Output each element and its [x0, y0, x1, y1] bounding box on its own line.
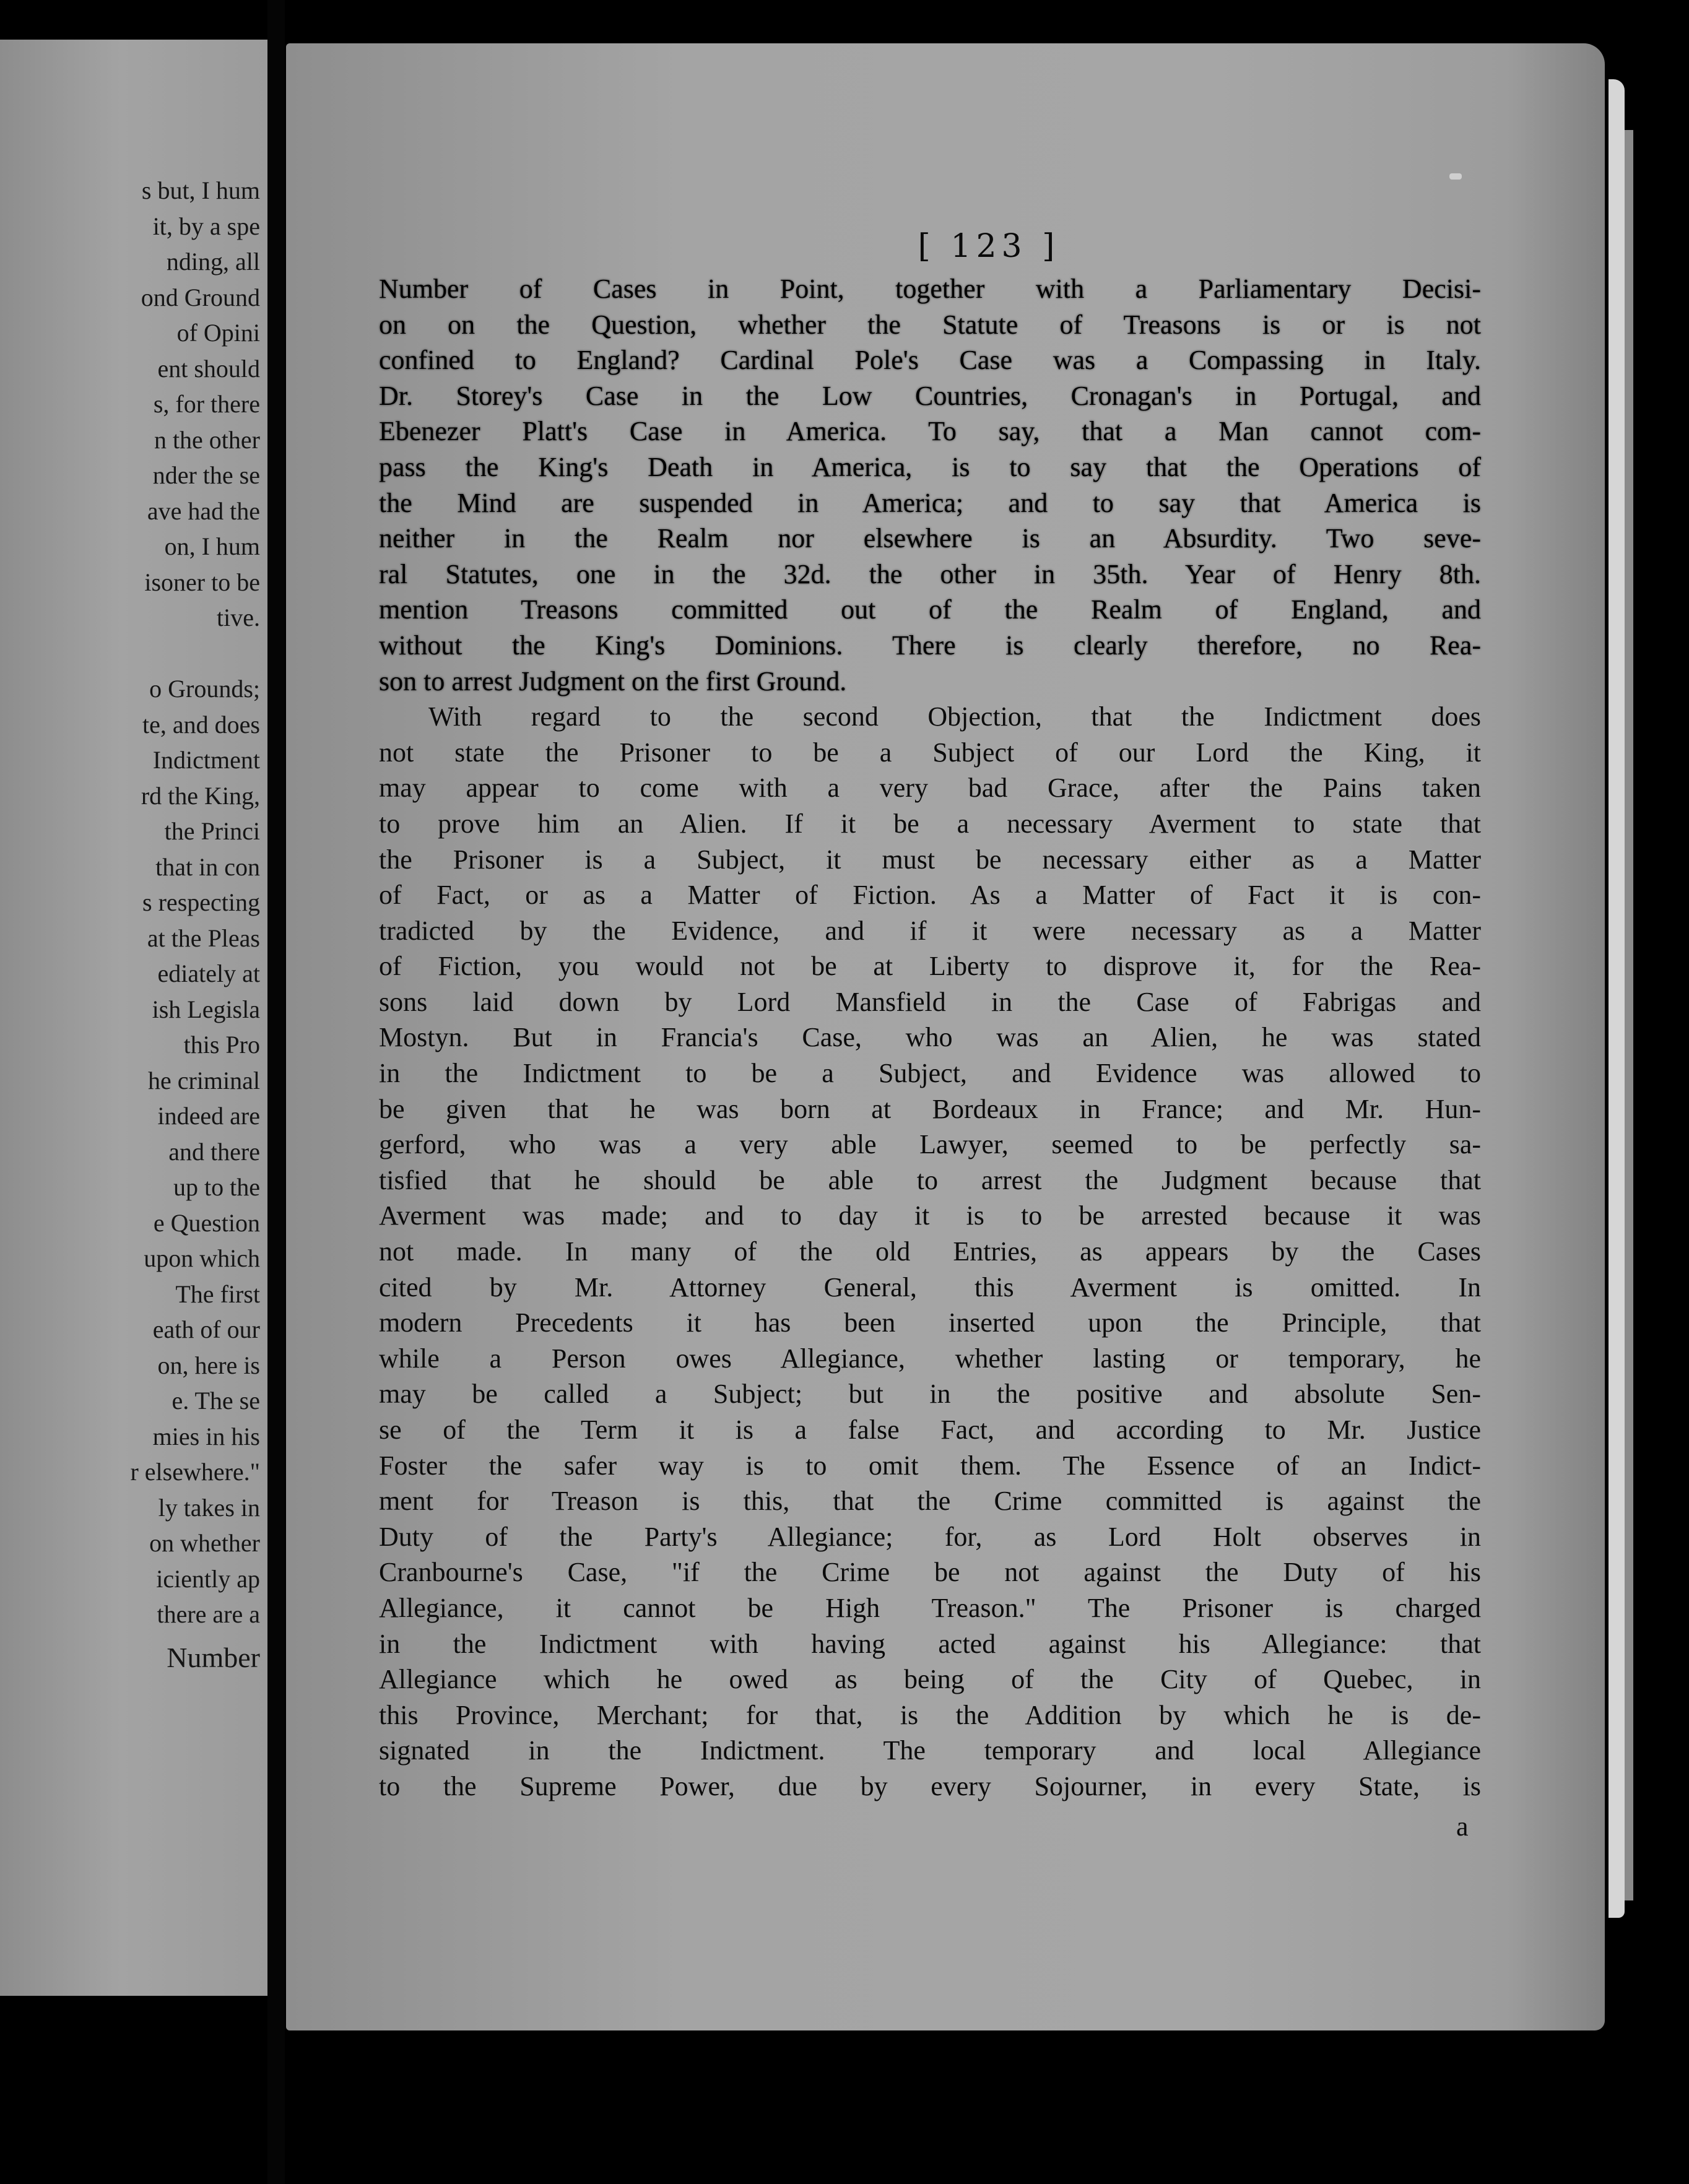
- text-line: With regard to the second Objection, that the Indictment does: [428, 701, 1481, 732]
- previous-page-line: [0, 636, 260, 672]
- previous-page-line: ish Legisla: [152, 995, 260, 1023]
- text-line: may appear to come with a very bad Grace, after the Pains taken: [379, 773, 1481, 804]
- previous-page-line: he criminal: [147, 1066, 260, 1094]
- text-line: Dr. Storey's Case in the Low Countries, Cronagan's in Portugal, and: [379, 380, 1481, 411]
- main-page: [286, 43, 1605, 2030]
- previous-page-line: e. The se: [172, 1387, 260, 1415]
- page-edge: [1609, 79, 1625, 1918]
- text-line: to the Supreme Power, due by every Sojourner, in every State, is: [379, 1770, 1481, 1801]
- text-line: the Mind are suspended in America; and to say that America is: [379, 487, 1481, 518]
- text-line: cited by Mr. Attorney General, this Averment is omitted. In: [379, 1272, 1481, 1302]
- previous-page-line: there are a: [157, 1600, 260, 1628]
- previous-page-line: te, and does: [142, 710, 260, 739]
- previous-page-catchword: Number: [167, 1641, 260, 1673]
- text-line: son to arrest Judgment on the first Ground.: [379, 665, 847, 696]
- previous-page-line: nder the se: [152, 461, 260, 489]
- previous-page-line: ave had the: [147, 496, 260, 525]
- previous-page-line: and there: [168, 1137, 260, 1166]
- previous-page-line: s, for there: [153, 390, 260, 418]
- book-gutter: [267, 0, 285, 2184]
- previous-page-line: ond Ground: [141, 283, 260, 311]
- text-line: on on the Question, whether the Statute of Treasons is or is not: [379, 309, 1481, 340]
- text-line: modern Precedents it has been inserted upon the Principle, that: [379, 1307, 1481, 1338]
- text-line: pass the King's Death in America, is to say that the Operations of: [379, 451, 1481, 482]
- text-line: Ebenezer Platt's Case in America. To say, that a Man cannot com-: [379, 416, 1481, 447]
- previous-page-line: nding, all: [166, 248, 260, 275]
- previous-page-line: The first: [175, 1280, 260, 1308]
- text-line: Averment was made; and to day it is to be arrested because it was: [379, 1200, 1481, 1231]
- text-line: ral Statutes, one in the 32d. the other in 35th. Year of Henry 8th.: [379, 558, 1481, 589]
- previous-page-line: on, I hum: [164, 532, 260, 560]
- text-line: the Prisoner is a Subject, it must be necessary either as a Matter: [379, 844, 1481, 875]
- text-line: gerford, who was a very able Lawyer, seemed to be perfectly sa-: [379, 1129, 1481, 1160]
- margin-mark: [1449, 173, 1462, 180]
- previous-page-line: n the other: [154, 425, 260, 454]
- page-number: [ 123 ]: [918, 228, 1060, 265]
- previous-page-line: ediately at: [157, 960, 260, 987]
- text-line: of Fiction, you would not be at Liberty to disprove it, for the Rea-: [379, 951, 1481, 982]
- previous-page-line: e Question: [153, 1208, 260, 1237]
- previous-page-line: upon which: [144, 1244, 260, 1272]
- previous-page-line: this Pro: [183, 1031, 260, 1059]
- previous-page-line: of Opini: [176, 319, 260, 347]
- text-line: tisfied that he should be able to arrest the Judgment because that: [379, 1164, 1481, 1195]
- previous-page-line: eath of our: [152, 1315, 260, 1343]
- text-line: neither in the Realm nor elsewhere is an Absurdity. Two seve-: [379, 523, 1481, 554]
- text-line: confined to England? Cardinal Pole's Case was a Compassing in Italy.: [379, 345, 1481, 376]
- previous-page-line: it, by a spe: [152, 212, 260, 240]
- page-edge-shadow: [1625, 130, 1633, 1900]
- previous-page-line: Indictment: [152, 746, 260, 774]
- text-line: while a Person owes Allegiance, whether lasting or temporary, he: [379, 1343, 1481, 1374]
- previous-page-line: mies in his: [152, 1422, 260, 1450]
- previous-page-line: o Grounds;: [149, 675, 260, 703]
- text-line: without the King's Dominions. There is clearly therefore, no Rea-: [379, 630, 1481, 661]
- previous-page-line: that in con: [155, 852, 260, 881]
- body-text: [379, 271, 1481, 1805]
- text-line: in the Indictment to be a Subject, and Evidence was allowed to: [379, 1058, 1481, 1089]
- previous-page-line: on, here is: [157, 1351, 260, 1379]
- previous-page-line: s but, I hum: [141, 176, 260, 204]
- text-line: signated in the Indictment. The temporary and local Allegiance: [379, 1735, 1481, 1766]
- text-line: in the Indictment with having acted against his Allegiance: that: [379, 1628, 1481, 1659]
- previous-page-line: at the Pleas: [147, 924, 260, 952]
- text-line: Duty of the Party's Allegiance; for, as Lord Holt observes in: [379, 1521, 1481, 1552]
- previous-page-line: ent should: [157, 354, 260, 383]
- text-line: ment for Treason is this, that the Crime committed is against the: [379, 1486, 1481, 1517]
- previous-page-line: rd the King,: [141, 781, 260, 810]
- text-line: Mostyn. But in Francia's Case, who was an Alien, he was stated: [379, 1022, 1481, 1053]
- previous-page-line: the Princi: [164, 817, 260, 845]
- previous-page-line: tive.: [217, 604, 260, 631]
- previous-page-line: r elsewhere.": [130, 1458, 260, 1486]
- text-line: may be called a Subject; but in the positive and absolute Sen-: [379, 1379, 1481, 1410]
- previous-page-line: iciently ap: [156, 1564, 260, 1593]
- text-line: to prove him an Alien. If it be a necessary Averment to state that: [379, 808, 1481, 839]
- catchword: a: [1456, 1811, 1469, 1842]
- previous-page-line: up to the: [173, 1173, 260, 1201]
- previous-page-fragment: [0, 40, 267, 1996]
- text-line: se of the Term it is a false Fact, and according to Mr. Justice: [379, 1415, 1481, 1445]
- text-line: Allegiance, it cannot be High Treason." The Prisoner is charged: [379, 1592, 1481, 1623]
- text-line: Number of Cases in Point, together with a Parliamentary Decisi-: [379, 274, 1481, 304]
- text-line: this Province, Merchant; for that, is the Addition by which he is de-: [379, 1699, 1481, 1730]
- previous-page-text: [0, 173, 260, 1675]
- text-line: be given that he was born at Bordeaux in France; and Mr. Hun-: [379, 1093, 1481, 1124]
- text-line: Foster the safer way is to omit them. The Essence of an Indict-: [379, 1450, 1481, 1481]
- text-line: Cranbourne's Case, "if the Crime be not against the Duty of his: [379, 1557, 1481, 1588]
- text-line: mention Treasons committed out of the Realm of England, and: [379, 594, 1481, 625]
- previous-page-line: ly takes in: [158, 1493, 260, 1522]
- text-line: tradicted by the Evidence, and if it were necessary as a Matter: [379, 915, 1481, 946]
- previous-page-line: on whether: [149, 1529, 260, 1557]
- text-line: not made. In many of the old Entries, as appears by the Cases: [379, 1236, 1481, 1267]
- previous-page-line: isoner to be: [144, 568, 260, 596]
- text-line: not state the Prisoner to be a Subject of our Lord the King, it: [379, 737, 1481, 768]
- text-line: of Fact, or as a Matter of Fiction. As a Matter of Fact it is con-: [379, 880, 1481, 911]
- previous-page-line: indeed are: [157, 1102, 260, 1130]
- previous-page-line: s respecting: [142, 888, 260, 916]
- text-line: sons laid down by Lord Mansfield in the Case of Fabrigas and: [379, 986, 1481, 1017]
- text-line: Allegiance which he owed as being of the City of Quebec, in: [379, 1664, 1481, 1695]
